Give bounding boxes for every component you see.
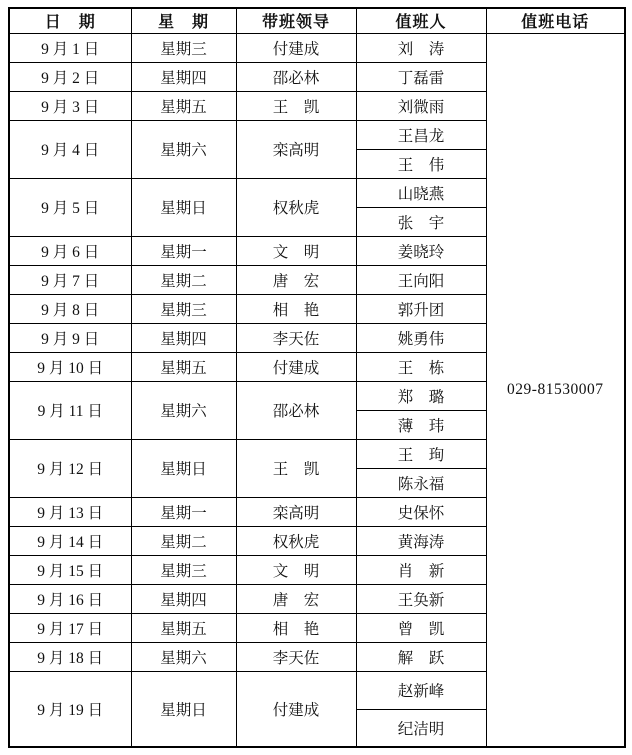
person-cell: 刘 涛: [356, 33, 486, 62]
leader-cell: 邵必林: [236, 62, 356, 91]
header-row: [9, 8, 625, 33]
weekday-cell: 星期六: [131, 642, 236, 671]
person-cell: 山晓燕: [356, 178, 486, 207]
date-cell: 9 月 17 日: [9, 613, 131, 642]
leader-cell: 付建成: [236, 671, 356, 747]
table-body: [9, 33, 625, 747]
weekday-cell: 星期四: [131, 62, 236, 91]
leader-cell: 李天佐: [236, 323, 356, 352]
leader-cell: 王 凯: [236, 91, 356, 120]
weekday-cell: 星期日: [131, 439, 236, 497]
header-person: 值班人: [356, 8, 486, 33]
date-cell: 9 月 10 日: [9, 352, 131, 381]
duty-roster-table: [8, 7, 626, 748]
date-cell: 9 月 9 日: [9, 323, 131, 352]
leader-cell: 相 艳: [236, 294, 356, 323]
person-cell: 纪洁明: [356, 709, 486, 747]
leader-cell: 王 凯: [236, 439, 356, 497]
header-weekday: 星 期: [131, 8, 236, 33]
header-phone: 值班电话: [486, 8, 625, 33]
weekday-cell: 星期日: [131, 671, 236, 747]
person-cell: 王 伟: [356, 149, 486, 178]
person-cell: 王 珣: [356, 439, 486, 468]
weekday-cell: 星期三: [131, 33, 236, 62]
weekday-cell: 星期六: [131, 381, 236, 439]
weekday-cell: 星期三: [131, 555, 236, 584]
date-cell: 9 月 8 日: [9, 294, 131, 323]
weekday-cell: 星期六: [131, 120, 236, 178]
weekday-cell: 星期五: [131, 91, 236, 120]
date-cell: 9 月 19 日: [9, 671, 131, 747]
leader-cell: 唐 宏: [236, 584, 356, 613]
person-cell: 丁磊雷: [356, 62, 486, 91]
weekday-cell: 星期五: [131, 613, 236, 642]
weekday-cell: 星期一: [131, 497, 236, 526]
person-cell: 陈永福: [356, 468, 486, 497]
weekday-cell: 星期一: [131, 236, 236, 265]
leader-cell: 栾高明: [236, 497, 356, 526]
weekday-cell: 星期四: [131, 584, 236, 613]
person-cell: 王 栋: [356, 352, 486, 381]
weekday-cell: 星期二: [131, 265, 236, 294]
weekday-cell: 星期三: [131, 294, 236, 323]
person-cell: 薄 玮: [356, 410, 486, 439]
date-cell: 9 月 4 日: [9, 120, 131, 178]
phone-cell: 029-81530007: [486, 33, 625, 747]
leader-cell: 文 明: [236, 236, 356, 265]
header-leader: 带班领导: [236, 8, 356, 33]
date-cell: 9 月 11 日: [9, 381, 131, 439]
date-cell: 9 月 2 日: [9, 62, 131, 91]
header-date: 日 期: [9, 8, 131, 33]
leader-cell: 付建成: [236, 33, 356, 62]
leader-cell: 权秋虎: [236, 526, 356, 555]
date-cell: 9 月 6 日: [9, 236, 131, 265]
date-cell: 9 月 3 日: [9, 91, 131, 120]
leader-cell: 权秋虎: [236, 178, 356, 236]
leader-cell: 相 艳: [236, 613, 356, 642]
table-row: [9, 33, 625, 62]
date-cell: 9 月 13 日: [9, 497, 131, 526]
person-cell: 姜晓玲: [356, 236, 486, 265]
date-cell: 9 月 14 日: [9, 526, 131, 555]
weekday-cell: 星期四: [131, 323, 236, 352]
person-cell: 刘微雨: [356, 91, 486, 120]
person-cell: 王向阳: [356, 265, 486, 294]
leader-cell: 文 明: [236, 555, 356, 584]
person-cell: 姚勇伟: [356, 323, 486, 352]
date-cell: 9 月 16 日: [9, 584, 131, 613]
person-cell: 黄海涛: [356, 526, 486, 555]
date-cell: 9 月 15 日: [9, 555, 131, 584]
leader-cell: 李天佐: [236, 642, 356, 671]
date-cell: 9 月 18 日: [9, 642, 131, 671]
person-cell: 郭升团: [356, 294, 486, 323]
person-cell: 张 宇: [356, 207, 486, 236]
leader-cell: 唐 宏: [236, 265, 356, 294]
leader-cell: 邵必林: [236, 381, 356, 439]
weekday-cell: 星期二: [131, 526, 236, 555]
person-cell: 郑 璐: [356, 381, 486, 410]
person-cell: 王奂新: [356, 584, 486, 613]
person-cell: 解 跃: [356, 642, 486, 671]
date-cell: 9 月 12 日: [9, 439, 131, 497]
person-cell: 肖 新: [356, 555, 486, 584]
date-cell: 9 月 7 日: [9, 265, 131, 294]
person-cell: 史保怀: [356, 497, 486, 526]
leader-cell: 付建成: [236, 352, 356, 381]
person-cell: 赵新峰: [356, 671, 486, 709]
date-cell: 9 月 5 日: [9, 178, 131, 236]
weekday-cell: 星期日: [131, 178, 236, 236]
weekday-cell: 星期五: [131, 352, 236, 381]
date-cell: 9 月 1 日: [9, 33, 131, 62]
leader-cell: 栾高明: [236, 120, 356, 178]
person-cell: 曾 凯: [356, 613, 486, 642]
person-cell: 王昌龙: [356, 120, 486, 149]
